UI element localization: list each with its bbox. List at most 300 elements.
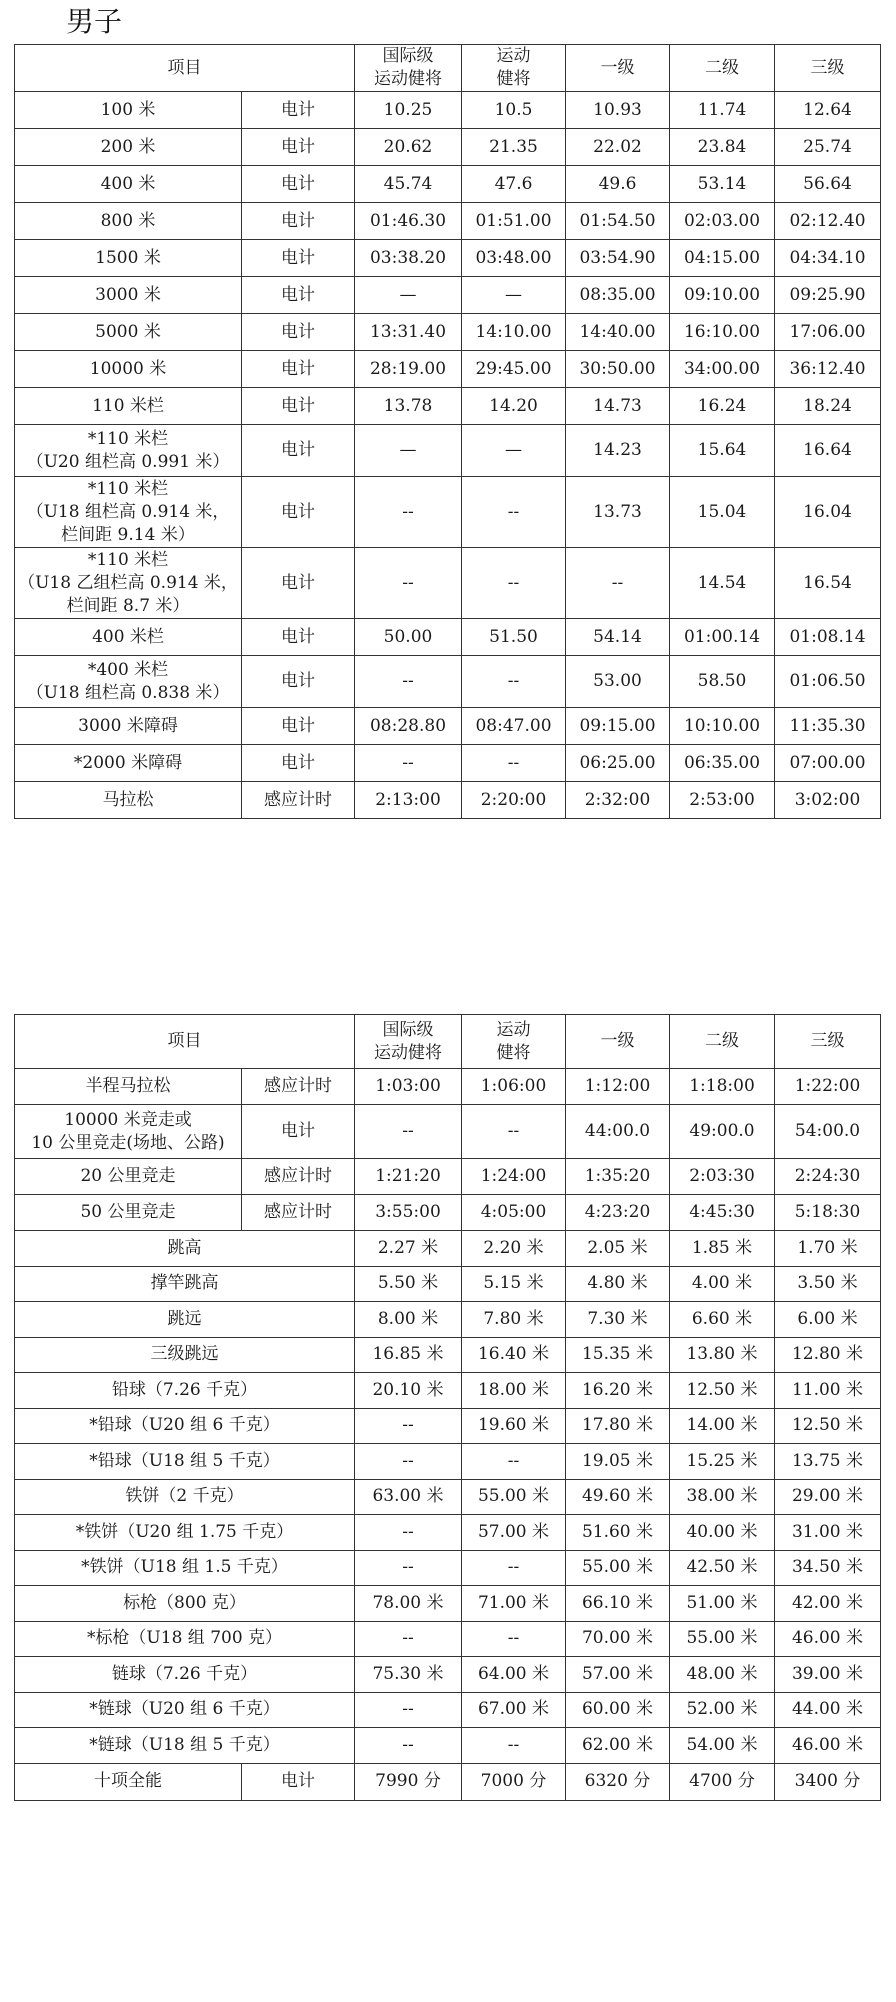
standard-value: 46.00 米 bbox=[775, 1728, 881, 1764]
standard-value: 29.00 米 bbox=[775, 1479, 881, 1515]
table-row bbox=[15, 1586, 881, 1622]
timing-method: 电计 bbox=[242, 477, 355, 548]
standard-value: 71.00 米 bbox=[462, 1586, 566, 1622]
standard-value: 53.00 bbox=[566, 656, 670, 708]
standard-value: 04:34.10 bbox=[775, 240, 881, 277]
event-name-line: 200 米 bbox=[100, 136, 156, 157]
standard-value: 01:51.00 bbox=[462, 203, 566, 240]
event-name bbox=[15, 548, 242, 619]
event-name-line: 5000 米 bbox=[95, 321, 161, 342]
event-name: 十项全能 bbox=[15, 1763, 242, 1800]
event-name: *铅球（U20 组 6 千克） bbox=[15, 1408, 355, 1444]
standard-value: 66.10 米 bbox=[566, 1586, 670, 1622]
standard-value: 48.00 米 bbox=[670, 1657, 775, 1693]
timing-method: 电计 bbox=[242, 388, 355, 425]
standard-value: 34.50 米 bbox=[775, 1550, 881, 1586]
standard-value: 4.80 米 bbox=[566, 1266, 670, 1302]
standard-value: 10:10.00 bbox=[670, 708, 775, 745]
event-name-line: 1500 米 bbox=[95, 247, 161, 268]
standard-value: 34:00.00 bbox=[670, 351, 775, 388]
standard-value: 1:35:20 bbox=[566, 1159, 670, 1195]
standard-value: -- bbox=[355, 1444, 462, 1480]
event-name bbox=[15, 708, 242, 745]
standard-value: 11.74 bbox=[670, 92, 775, 129]
table-row bbox=[15, 1159, 881, 1195]
standard-value: 08:28.80 bbox=[355, 708, 462, 745]
standard-value: 12.50 米 bbox=[670, 1373, 775, 1409]
table-row bbox=[15, 619, 881, 656]
standard-value: 28:19.00 bbox=[355, 351, 462, 388]
timing-method: 电计 bbox=[242, 1763, 355, 1800]
header-level bbox=[462, 45, 566, 92]
standard-value: 54.00 米 bbox=[670, 1728, 775, 1764]
table-row bbox=[15, 1657, 881, 1693]
standard-value: 38.00 米 bbox=[670, 1479, 775, 1515]
standard-value: -- bbox=[462, 1105, 566, 1159]
event-name: 跳高 bbox=[15, 1231, 355, 1267]
header-item: 项目 bbox=[15, 45, 355, 92]
standard-value: -- bbox=[355, 1621, 462, 1657]
header-level-line: 运动 bbox=[496, 1019, 531, 1040]
event-name-line: 10000 米 bbox=[89, 358, 167, 379]
timing-method: 感应计时 bbox=[242, 1159, 355, 1195]
table-row bbox=[15, 92, 881, 129]
standard-value: 12.80 米 bbox=[775, 1337, 881, 1373]
event-name: 链球（7.26 千克） bbox=[15, 1657, 355, 1693]
event-name-line: 400 米 bbox=[100, 173, 156, 194]
standard-value: 1:06:00 bbox=[462, 1069, 566, 1105]
event-name-line: 400 米栏 bbox=[92, 626, 164, 647]
standard-value: 10.5 bbox=[462, 92, 566, 129]
table-row bbox=[15, 1479, 881, 1515]
standard-value: 6.00 米 bbox=[775, 1302, 881, 1338]
timing-method: 电计 bbox=[242, 708, 355, 745]
timing-method: 感应计时 bbox=[242, 1069, 355, 1105]
event-name-line: （U18 组栏高 0.914 米， bbox=[26, 501, 230, 522]
standard-value: 45.74 bbox=[355, 166, 462, 203]
header-level-line: 三级 bbox=[810, 1031, 845, 1051]
header-level-line: 健将 bbox=[496, 69, 531, 89]
standard-value: -- bbox=[462, 745, 566, 782]
table-row bbox=[15, 477, 881, 548]
table-row bbox=[15, 1373, 881, 1409]
event-name bbox=[15, 1069, 242, 1105]
event-name: *标枪（U18 组 700 克） bbox=[15, 1621, 355, 1657]
header-level-line: 三级 bbox=[810, 57, 845, 78]
timing-method: 电计 bbox=[242, 656, 355, 708]
timing-method: 电计 bbox=[242, 351, 355, 388]
event-name-line: *110 米栏 bbox=[87, 549, 169, 570]
standard-value: 14:40.00 bbox=[566, 314, 670, 351]
standard-value: 7.30 米 bbox=[566, 1302, 670, 1338]
standard-value: -- bbox=[462, 656, 566, 708]
standard-value: 15.64 bbox=[670, 425, 775, 477]
standard-value: 4.00 米 bbox=[670, 1266, 775, 1302]
standard-value: 2:32:00 bbox=[566, 782, 670, 819]
standard-value: 17.80 米 bbox=[566, 1408, 670, 1444]
standard-value: 1:24:00 bbox=[462, 1159, 566, 1195]
timing-method: 电计 bbox=[242, 129, 355, 166]
event-name bbox=[15, 1195, 242, 1231]
table-row bbox=[15, 351, 881, 388]
table-row bbox=[15, 1444, 881, 1480]
standard-value: 49:00.0 bbox=[670, 1105, 775, 1159]
event-name: 三级跳远 bbox=[15, 1337, 355, 1373]
standard-value: 36:12.40 bbox=[775, 351, 881, 388]
header-row bbox=[15, 45, 881, 92]
standard-value: 2:53:00 bbox=[670, 782, 775, 819]
standard-value: 25.74 bbox=[775, 129, 881, 166]
standard-value: 44.00 米 bbox=[775, 1692, 881, 1728]
standard-value: 5:18:30 bbox=[775, 1195, 881, 1231]
header-level-line: 国际级 bbox=[382, 1019, 434, 1040]
standard-value: 1.85 米 bbox=[670, 1231, 775, 1267]
standard-value: 3400 分 bbox=[775, 1763, 881, 1800]
standard-value: 29:45.00 bbox=[462, 351, 566, 388]
standard-value: — bbox=[462, 277, 566, 314]
standard-value: 16.40 米 bbox=[462, 1337, 566, 1373]
standard-value: 4:05:00 bbox=[462, 1195, 566, 1231]
standard-value: 18.24 bbox=[775, 388, 881, 425]
standard-value: 19.05 米 bbox=[566, 1444, 670, 1480]
standard-value: 39.00 米 bbox=[775, 1657, 881, 1693]
standard-value: 51.00 米 bbox=[670, 1586, 775, 1622]
timing-method: 电计 bbox=[242, 203, 355, 240]
table-row bbox=[15, 203, 881, 240]
header-level bbox=[670, 1015, 775, 1069]
standard-value: -- bbox=[566, 548, 670, 619]
standard-value: -- bbox=[462, 1444, 566, 1480]
standard-value: 17:06.00 bbox=[775, 314, 881, 351]
standard-value: 11.00 米 bbox=[775, 1373, 881, 1409]
event-name-line: 10000 米竞走或 bbox=[64, 1109, 192, 1130]
event-name bbox=[15, 277, 242, 314]
event-name-line: 100 米 bbox=[100, 99, 156, 120]
header-row bbox=[15, 1015, 881, 1069]
timing-method: 电计 bbox=[242, 1105, 355, 1159]
header-level bbox=[462, 1015, 566, 1069]
standard-value: — bbox=[355, 425, 462, 477]
table-row bbox=[15, 1728, 881, 1764]
timing-method: 电计 bbox=[242, 314, 355, 351]
event-name-line: 50 公里竞走 bbox=[80, 1202, 176, 1222]
standard-value: -- bbox=[462, 477, 566, 548]
standard-value: 10.25 bbox=[355, 92, 462, 129]
decathlon-row bbox=[15, 1763, 881, 1800]
timing-method: 感应计时 bbox=[242, 782, 355, 819]
event-name: *链球（U20 组 6 千克） bbox=[15, 1692, 355, 1728]
header-level-line: 国际级 bbox=[382, 46, 434, 66]
table-row bbox=[15, 166, 881, 203]
event-name-line: （U18 乙组栏高 0.914 米， bbox=[18, 572, 238, 593]
event-name bbox=[15, 240, 242, 277]
standard-value: 16.04 bbox=[775, 477, 881, 548]
table-row bbox=[15, 548, 881, 619]
standard-value: 31.00 米 bbox=[775, 1515, 881, 1551]
event-name bbox=[15, 92, 242, 129]
event-name bbox=[15, 166, 242, 203]
standard-value: 20.62 bbox=[355, 129, 462, 166]
standard-value: 16:10.00 bbox=[670, 314, 775, 351]
event-name bbox=[15, 203, 242, 240]
standards-table-field bbox=[14, 1014, 881, 1801]
header-level-line: 运动健将 bbox=[374, 69, 442, 89]
standard-value: 42.50 米 bbox=[670, 1550, 775, 1586]
header-level bbox=[355, 45, 462, 92]
table-row bbox=[15, 1266, 881, 1302]
standard-value: 2.05 米 bbox=[566, 1231, 670, 1267]
standards-table-track bbox=[14, 44, 881, 819]
standard-value: 03:38.20 bbox=[355, 240, 462, 277]
standard-value: 02:03.00 bbox=[670, 203, 775, 240]
standard-value: 03:54.90 bbox=[566, 240, 670, 277]
standard-value: 14.23 bbox=[566, 425, 670, 477]
standard-value: 16.54 bbox=[775, 548, 881, 619]
timing-method: 感应计时 bbox=[242, 1195, 355, 1231]
standard-value: 14:10.00 bbox=[462, 314, 566, 351]
standard-value: 12.64 bbox=[775, 92, 881, 129]
event-name: 跳远 bbox=[15, 1302, 355, 1338]
event-name-line: （U18 组栏高 0.838 米） bbox=[26, 682, 230, 703]
standard-value: 3.50 米 bbox=[775, 1266, 881, 1302]
event-name: 铁饼（2 千克） bbox=[15, 1479, 355, 1515]
header-level bbox=[670, 45, 775, 92]
timing-method: 电计 bbox=[242, 548, 355, 619]
standard-value: -- bbox=[355, 1408, 462, 1444]
standard-value: -- bbox=[462, 1550, 566, 1586]
standard-value: 3:02:00 bbox=[775, 782, 881, 819]
standard-value: 1:12:00 bbox=[566, 1069, 670, 1105]
table-row bbox=[15, 656, 881, 708]
standard-value: 09:25.90 bbox=[775, 277, 881, 314]
standard-value: 18.00 米 bbox=[462, 1373, 566, 1409]
standard-value: 5.50 米 bbox=[355, 1266, 462, 1302]
event-name: *链球（U18 组 5 千克） bbox=[15, 1728, 355, 1764]
event-name-line: 20 公里竞走 bbox=[80, 1166, 176, 1186]
standard-value: 5.15 米 bbox=[462, 1266, 566, 1302]
standard-value: 2:20:00 bbox=[462, 782, 566, 819]
standard-value: -- bbox=[355, 477, 462, 548]
standard-value: 52.00 米 bbox=[670, 1692, 775, 1728]
event-name-line: *400 米栏 bbox=[87, 659, 169, 680]
header-level bbox=[566, 45, 670, 92]
standard-value: 78.00 米 bbox=[355, 1586, 462, 1622]
table-row bbox=[15, 240, 881, 277]
event-name bbox=[15, 745, 242, 782]
standard-value: 57.00 米 bbox=[462, 1515, 566, 1551]
standard-value: 67.00 米 bbox=[462, 1692, 566, 1728]
standard-value: 09:15.00 bbox=[566, 708, 670, 745]
timing-method: 电计 bbox=[242, 425, 355, 477]
standard-value: 19.60 米 bbox=[462, 1408, 566, 1444]
standard-value: 6.60 米 bbox=[670, 1302, 775, 1338]
event-name-line: 110 米栏 bbox=[92, 395, 164, 416]
standard-value: 42.00 米 bbox=[775, 1586, 881, 1622]
event-name-line: 3000 米障碍 bbox=[78, 715, 178, 736]
event-name: *铅球（U18 组 5 千克） bbox=[15, 1444, 355, 1480]
event-name-line: 3000 米 bbox=[95, 284, 161, 305]
standard-value: 08:35.00 bbox=[566, 277, 670, 314]
standard-value: 13.73 bbox=[566, 477, 670, 548]
event-name bbox=[15, 1105, 242, 1159]
standard-value: 4:23:20 bbox=[566, 1195, 670, 1231]
standard-value: 10.93 bbox=[566, 92, 670, 129]
header-level bbox=[775, 1015, 881, 1069]
standard-value: 56.64 bbox=[775, 166, 881, 203]
standard-value: -- bbox=[462, 548, 566, 619]
header-level-line: 健将 bbox=[496, 1042, 531, 1063]
standard-value: 21.35 bbox=[462, 129, 566, 166]
standard-value: 15.25 米 bbox=[670, 1444, 775, 1480]
standard-value: 51.60 米 bbox=[566, 1515, 670, 1551]
event-name-line: *110 米栏 bbox=[87, 428, 169, 449]
table-row bbox=[15, 1692, 881, 1728]
standard-value: 54.14 bbox=[566, 619, 670, 656]
standard-value: 44:00.0 bbox=[566, 1105, 670, 1159]
standard-value: 64.00 米 bbox=[462, 1657, 566, 1693]
standard-value: 08:47.00 bbox=[462, 708, 566, 745]
standard-value: 49.60 米 bbox=[566, 1479, 670, 1515]
timing-method: 电计 bbox=[242, 92, 355, 129]
table-row bbox=[15, 1337, 881, 1373]
standard-value: 20.10 米 bbox=[355, 1373, 462, 1409]
header-level bbox=[355, 1015, 462, 1069]
standard-value: -- bbox=[462, 1621, 566, 1657]
standard-value: 22.02 bbox=[566, 129, 670, 166]
standard-value: 2:03:30 bbox=[670, 1159, 775, 1195]
standard-value: 46.00 米 bbox=[775, 1621, 881, 1657]
table-row bbox=[15, 314, 881, 351]
standard-value: 14.73 bbox=[566, 388, 670, 425]
standard-value: 55.00 米 bbox=[462, 1479, 566, 1515]
standard-value: 58.50 bbox=[670, 656, 775, 708]
event-name bbox=[15, 656, 242, 708]
standard-value: 01:00.14 bbox=[670, 619, 775, 656]
table-row bbox=[15, 1408, 881, 1444]
event-name-line: *2000 米障碍 bbox=[73, 752, 183, 773]
table-row bbox=[15, 1515, 881, 1551]
standard-value: 09:10.00 bbox=[670, 277, 775, 314]
timing-method: 电计 bbox=[242, 619, 355, 656]
event-name bbox=[15, 388, 242, 425]
standard-value: 63.00 米 bbox=[355, 1479, 462, 1515]
standard-value: 75.30 米 bbox=[355, 1657, 462, 1693]
standard-value: 2:13:00 bbox=[355, 782, 462, 819]
event-name-line: 10 公里竞走(场地、公路) bbox=[31, 1132, 225, 1153]
timing-method: 电计 bbox=[242, 745, 355, 782]
standard-value: 2.20 米 bbox=[462, 1231, 566, 1267]
standard-value: 1.70 米 bbox=[775, 1231, 881, 1267]
standard-value: 16.20 米 bbox=[566, 1373, 670, 1409]
table-row bbox=[15, 1621, 881, 1657]
event-name: 标枪（800 克） bbox=[15, 1586, 355, 1622]
standard-value: -- bbox=[462, 1728, 566, 1764]
standard-value: -- bbox=[355, 1692, 462, 1728]
event-name-line: 半程马拉松 bbox=[85, 1076, 171, 1096]
standard-value: 14.20 bbox=[462, 388, 566, 425]
standard-value: 12.50 米 bbox=[775, 1408, 881, 1444]
standard-value: 7000 分 bbox=[462, 1763, 566, 1800]
event-name-line: 栏间距 8.7 米） bbox=[66, 595, 190, 616]
header-level bbox=[775, 45, 881, 92]
event-name-line: （U20 组栏高 0.991 米） bbox=[26, 451, 230, 472]
header-level-line: 运动 bbox=[496, 46, 531, 66]
table-row bbox=[15, 708, 881, 745]
standard-value: 01:06.50 bbox=[775, 656, 881, 708]
standard-value: 04:15.00 bbox=[670, 240, 775, 277]
standard-value: 3:55:00 bbox=[355, 1195, 462, 1231]
event-name: *铁饼（U20 组 1.75 千克） bbox=[15, 1515, 355, 1551]
standard-value: 1:22:00 bbox=[775, 1069, 881, 1105]
standard-value: -- bbox=[355, 1550, 462, 1586]
timing-method: 电计 bbox=[242, 240, 355, 277]
standard-value: -- bbox=[355, 1515, 462, 1551]
standard-value: 14.00 米 bbox=[670, 1408, 775, 1444]
standard-value: 1:18:00 bbox=[670, 1069, 775, 1105]
standard-value: 47.6 bbox=[462, 166, 566, 203]
standard-value: 11:35.30 bbox=[775, 708, 881, 745]
table-row bbox=[15, 388, 881, 425]
event-name: *铁饼（U18 组 1.5 千克） bbox=[15, 1550, 355, 1586]
event-name: 撑竿跳高 bbox=[15, 1266, 355, 1302]
standard-value: 02:12.40 bbox=[775, 203, 881, 240]
event-name bbox=[15, 1159, 242, 1195]
standard-value: 40.00 米 bbox=[670, 1515, 775, 1551]
table-row bbox=[15, 425, 881, 477]
table-row bbox=[15, 1195, 881, 1231]
timing-method: 电计 bbox=[242, 277, 355, 314]
standard-value: 01:54.50 bbox=[566, 203, 670, 240]
standard-value: -- bbox=[355, 745, 462, 782]
table-row bbox=[15, 277, 881, 314]
table-row bbox=[15, 1105, 881, 1159]
standard-value: 13:31.40 bbox=[355, 314, 462, 351]
event-name-line: 栏间距 9.14 米） bbox=[61, 524, 195, 545]
standard-value: 6320 分 bbox=[566, 1763, 670, 1800]
standard-value: 16.64 bbox=[775, 425, 881, 477]
standard-value: -- bbox=[355, 1728, 462, 1764]
standard-value: 70.00 米 bbox=[566, 1621, 670, 1657]
standard-value: 06:35.00 bbox=[670, 745, 775, 782]
event-name bbox=[15, 477, 242, 548]
table-row bbox=[15, 745, 881, 782]
standard-value: 49.6 bbox=[566, 166, 670, 203]
standard-value: 8.00 米 bbox=[355, 1302, 462, 1338]
standard-value: 7.80 米 bbox=[462, 1302, 566, 1338]
standard-value: 7990 分 bbox=[355, 1763, 462, 1800]
standard-value: — bbox=[355, 277, 462, 314]
header-level-line: 一级 bbox=[600, 1031, 635, 1051]
standard-value: 13.80 米 bbox=[670, 1337, 775, 1373]
event-name bbox=[15, 314, 242, 351]
standard-value: 06:25.00 bbox=[566, 745, 670, 782]
standard-value: 15.04 bbox=[670, 477, 775, 548]
standard-value: 4700 分 bbox=[670, 1763, 775, 1800]
standard-value: 07:00.00 bbox=[775, 745, 881, 782]
standard-value: 53.14 bbox=[670, 166, 775, 203]
header-level-line: 二级 bbox=[705, 57, 739, 78]
standard-value: -- bbox=[355, 548, 462, 619]
standard-value: 16.24 bbox=[670, 388, 775, 425]
event-name bbox=[15, 425, 242, 477]
standard-value: 55.00 米 bbox=[670, 1621, 775, 1657]
standard-value: 14.54 bbox=[670, 548, 775, 619]
standard-value: 2.27 米 bbox=[355, 1231, 462, 1267]
timing-method: 电计 bbox=[242, 166, 355, 203]
standard-value: 15.35 米 bbox=[566, 1337, 670, 1373]
standard-value: 01:08.14 bbox=[775, 619, 881, 656]
header-level bbox=[566, 1015, 670, 1069]
